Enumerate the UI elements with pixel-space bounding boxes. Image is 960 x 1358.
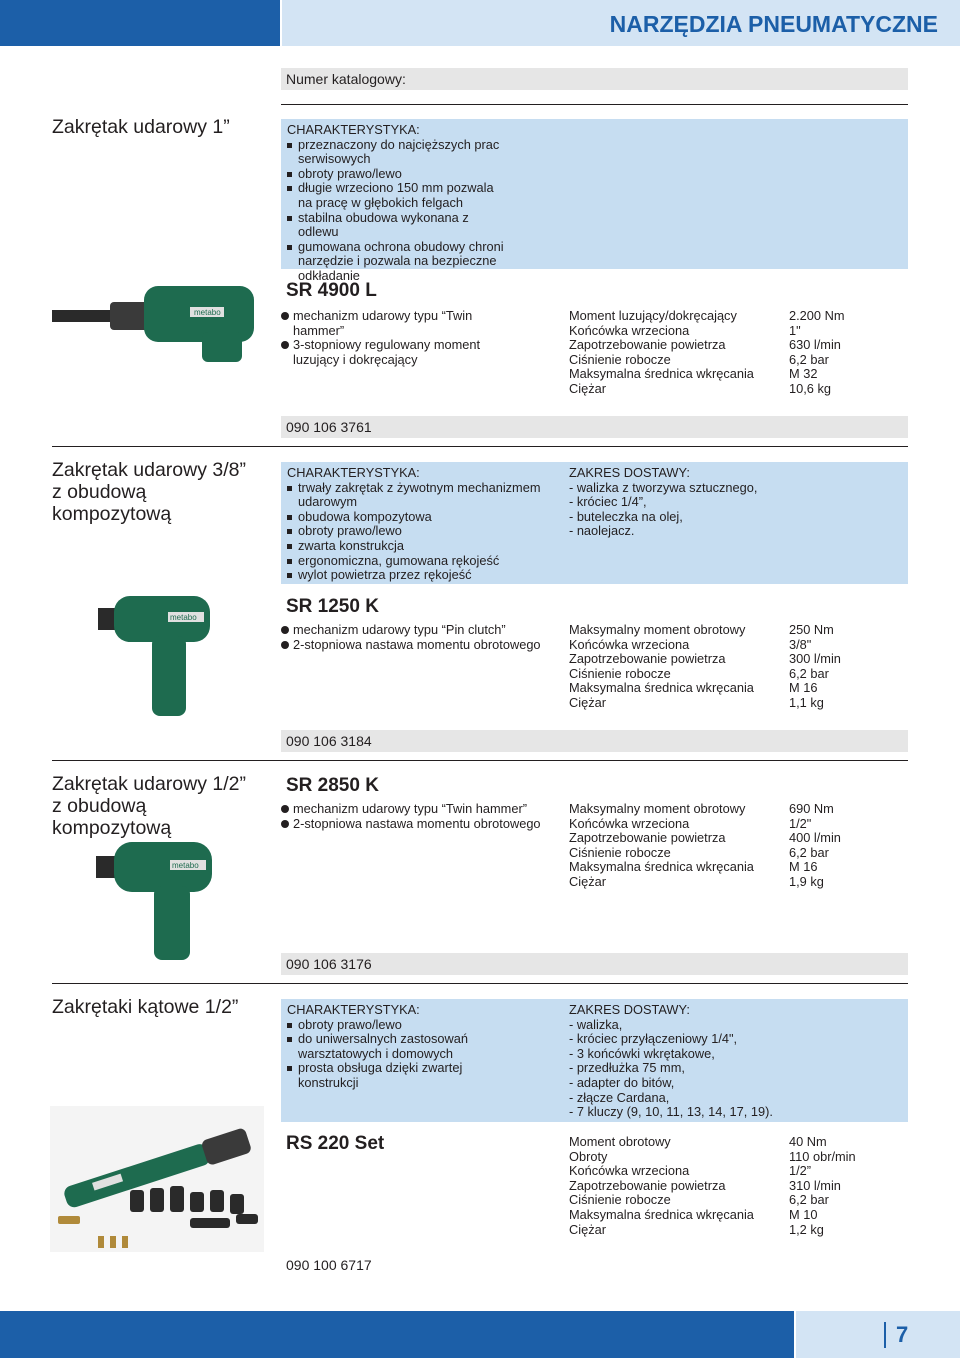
- model-name: SR 1250 K: [286, 596, 379, 617]
- feature-item: obroty prawo/lewo: [287, 1018, 487, 1033]
- svg-text:metabo: metabo: [170, 613, 197, 622]
- feature-item: przeznaczony do najcięższych prac serwisowych: [287, 138, 507, 167]
- catalog-number: 090 106 3176: [281, 953, 908, 975]
- header-accent-bar: [0, 0, 280, 46]
- feature-item: obroty prawo/lewo: [287, 167, 507, 182]
- features-box: CHARAKTERYSTYKA: obroty prawo/lewo do uniwersalnych zastosowań warsztatowych i domowych prosta obsługa dzięki zwartej konstrukcji ZAKRES DOSTAWY: - walizka, - króciec przyłączeniowy 1/4", - 3 końcówki wkrętakowe, - przedłużka 75 mm, - adapter do bitów, - złącze Cardana, - 7 kluczy (9, 10, 11, 13, 14, 17, 19).: [281, 999, 908, 1122]
- svg-text:metabo: metabo: [194, 308, 221, 317]
- divider: [281, 104, 908, 105]
- feature-item: obudowa kompozytowa: [287, 510, 557, 525]
- feature-item: trwały zakrętak z żywotnym mechanizmem udarowym: [287, 481, 557, 510]
- divider: [52, 983, 908, 984]
- footer-accent: [796, 1311, 960, 1358]
- section-title: Zakrętak udarowy 1”: [52, 116, 230, 138]
- feature-item: obroty prawo/lewo: [287, 524, 557, 539]
- feature-item: ergonomiczna, gumowana rękojeść: [287, 554, 557, 569]
- impact-wrench-image: [52, 272, 262, 364]
- feature-item: do uniwersalnych zastosowań warsztatowych i domowych: [287, 1032, 487, 1061]
- feature-item: stabilna obudowa wykonana z odlewu: [287, 211, 507, 240]
- catalog-number: 090 106 3761: [281, 416, 908, 438]
- ratchet-set-image: [50, 1106, 264, 1252]
- spec-labels: Maksymalny moment obrotowy Końcówka wrzeciona Zapotrzebowanie powietrza Ciśnienie robocze Maksymalna średnica wkręcania Ciężar: [569, 801, 754, 889]
- feature-item: zwarta konstrukcja: [287, 539, 557, 554]
- feature-item: prosta obsługa dzięki zwartej konstrukcji: [287, 1061, 487, 1090]
- model-name: SR 4900 L: [286, 280, 377, 301]
- features-box: CHARAKTERYSTYKA: trwały zakrętak z żywotnym mechanizmem udarowym obudowa kompozytowa obroty prawo/lewo zwarta konstrukcja ergonomiczna, gumowana rękojeść wylot powietrza przez rękojeść ZAKRES DOSTAWY: - walizka z tworzywa sztucznego, - króciec 1/4”, - buteleczka na olej, - naolejacz.: [281, 462, 908, 584]
- section-title: Zakrętak udarowy 3/8” z obudową kompozytową: [52, 459, 247, 525]
- divider: [52, 760, 908, 761]
- model-name: SR 2850 K: [286, 775, 379, 796]
- feature-bullets: mechanizm udarowy typu “Twin hammer” 2-stopniowa nastawa momentu obrotowego: [281, 802, 571, 831]
- catalog-label: Numer katalogowy:: [281, 68, 908, 90]
- feature-item: długie wrzeciono 150 mm pozwala na pracę w głębokich felgach: [287, 181, 507, 210]
- spec-values: 40 Nm 110 obr/min 1/2” 310 l/min 6,2 bar M 10 1,2 kg: [789, 1134, 856, 1237]
- impact-wrench-image: [98, 592, 214, 722]
- section-title: Zakrętak udarowy 1/2” z obudową kompozytową: [52, 773, 247, 839]
- feature-bullets: mechanizm udarowy typu “Twin hammer” 3-stopniowy regulowany moment luzujący i dokręcający: [281, 309, 506, 367]
- features-box: CHARAKTERYSTYKA: przeznaczony do najcięższych prac serwisowych obroty prawo/lewo długie wrzeciono 150 mm pozwala na pracę w głębokich felgach stabilna obudowa wykonana z odlewu gumowana ochrona obudowy chroni narzędzie i pozwala na bezpieczne odkładanie: [281, 119, 908, 269]
- feature-bullets: mechanizm udarowy typu “Pin clutch” 2-stopniowa nastawa momentu obrotowego: [281, 623, 571, 652]
- impact-wrench-image: [96, 840, 216, 964]
- spec-values: 2.200 Nm 1" 630 l/min 6,2 bar M 32 10,6 kg: [789, 308, 845, 396]
- feature-item: gumowana ochrona obudowy chroni narzędzie i pozwala na bezpieczne odkładanie: [287, 240, 507, 284]
- section-title: Zakrętaki kątowe 1/2”: [52, 996, 239, 1018]
- spec-labels: Moment obrotowy Obroty Końcówka wrzeciona Zapotrzebowanie powietrza Ciśnienie robocze Maksymalna średnica wkręcania Ciężar: [569, 1134, 754, 1237]
- scope-of-delivery: ZAKRES DOSTAWY: - walizka, - króciec przyłączeniowy 1/4", - 3 końcówki wkrętakowe, - przedłużka 75 mm, - adapter do bitów, - złącze Cardana, - 7 kluczy (9, 10, 11, 13, 14, 17, 19).: [569, 1002, 773, 1120]
- svg-text:metabo: metabo: [172, 861, 199, 870]
- spec-labels: Maksymalny moment obrotowy Końcówka wrzeciona Zapotrzebowanie powietrza Ciśnienie robocze Maksymalna średnica wkręcania Ciężar: [569, 622, 754, 710]
- spec-values: 250 Nm 3/8" 300 l/min 6,2 bar M 16 1,1 kg: [789, 622, 841, 710]
- spec-labels: Moment luzujący/dokręcający Końcówka wrzeciona Zapotrzebowanie powietrza Ciśnienie robocze Maksymalna średnica wkręcania Ciężar: [569, 308, 754, 396]
- scope-of-delivery: ZAKRES DOSTAWY: - walizka z tworzywa sztucznego, - króciec 1/4”, - buteleczka na olej, - naolejacz.: [569, 465, 758, 539]
- footer-bar: [0, 1311, 794, 1358]
- feature-item: wylot powietrza przez rękojeść: [287, 568, 557, 583]
- page-number: 7: [884, 1322, 908, 1348]
- model-name: RS 220 Set: [286, 1133, 385, 1154]
- spec-values: 690 Nm 1/2" 400 l/min 6,2 bar M 16 1,9 kg: [789, 801, 841, 889]
- catalog-number: 090 106 3184: [281, 730, 908, 752]
- page-title: NARZĘDZIA PNEUMATYCZNE: [609, 11, 938, 37]
- catalog-number: 090 100 6717: [286, 1257, 372, 1273]
- divider: [52, 446, 908, 447]
